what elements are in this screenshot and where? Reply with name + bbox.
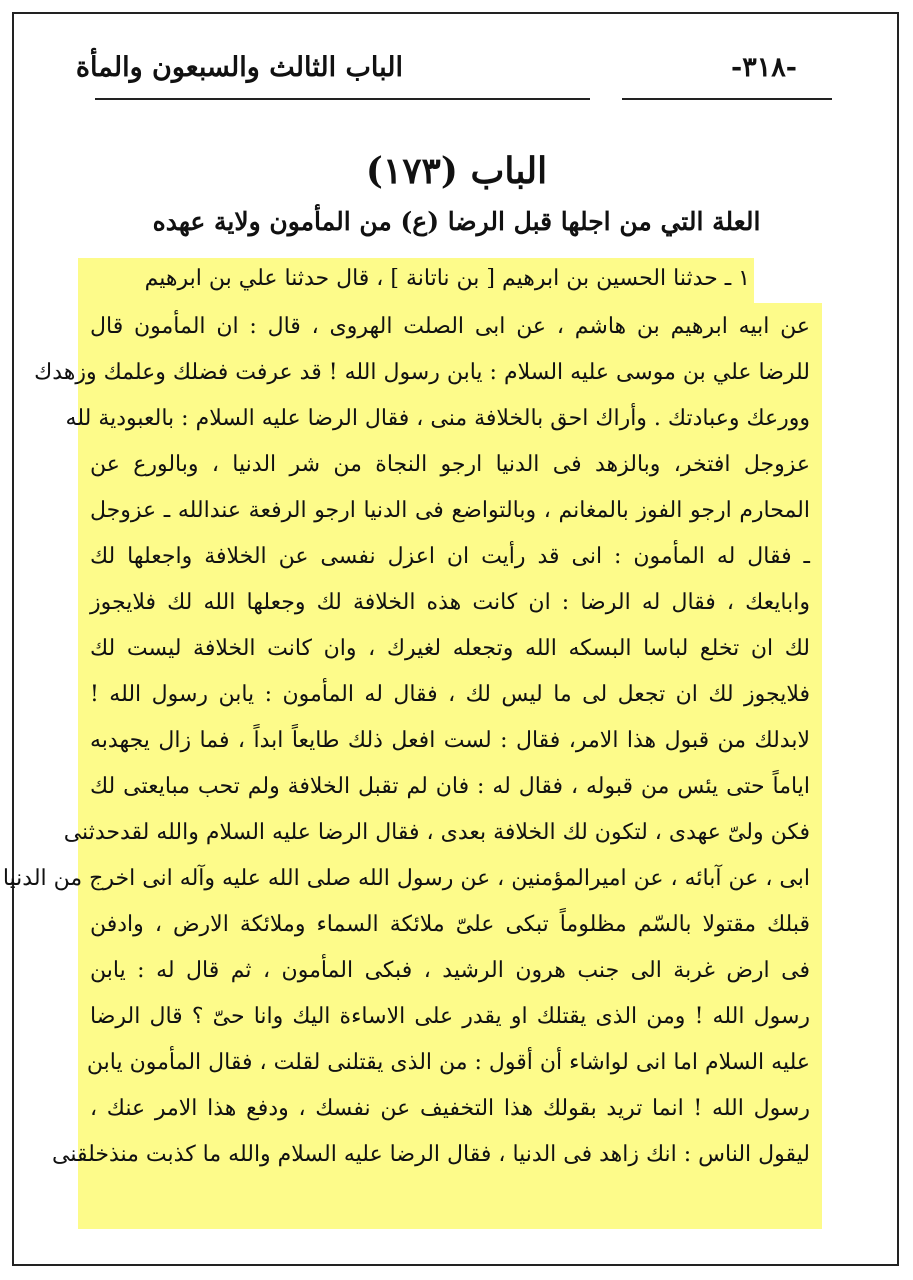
text-line[interactable]: وورعك وعبادتك . وأراك احق بالخلافة منى ، فقال الرضا عليه السلام : بالعبودية لله <box>65 406 810 431</box>
text-line[interactable]: وابايعك ، فقال له الرضا : ان كانت هذه الخلافة لك وجعلها الله لك فلايجوز <box>90 590 810 615</box>
highlight-body <box>2 303 822 1229</box>
text-line[interactable]: ابى ، عن آبائه ، عن اميرالمؤمنين ، عن رسول الله صلى الله عليه وآله انى اخرج من الدنيا <box>2 866 810 891</box>
text-line[interactable]: ١ ـ حدثنا الحسين بن ابرهيم [ بن ناتانة ] ، قال حدثنا علي بن ابرهيم <box>144 266 750 291</box>
text-line[interactable]: ـ فقال له المأمون : انى قد رأيت ان اعزل نفسى عن الخلافة واجعلها لك <box>90 544 810 569</box>
text-line[interactable]: فى ارض غربة الى جنب هرون الرشيد ، فبكى المأمون ، ثم قال له : يابن <box>90 958 810 983</box>
text-line[interactable]: قبلك مقتولا بالسّم مظلوماً تبكى علىّ ملائكة السماء وملائكة الارض ، وادفن <box>90 912 810 937</box>
text-line[interactable]: رسول الله ! ومن الذى يقتلك او يقدر على الاساءة اليك وانا حىّ ؟ قال الرضا <box>90 1004 810 1029</box>
text-line[interactable]: رسول الله ! انما تريد بقولك هذا التخفيف عن نفسك ، ودفع هذا الامر عنك ، <box>90 1096 810 1121</box>
text-line[interactable]: لك ان تخلع لباسا البسكه الله وتجعله لغيرك ، وان كانت الخلافة ليست لك <box>90 636 810 661</box>
page-number: -٣١٨- <box>731 52 797 83</box>
header-rule-right <box>622 98 832 100</box>
text-line[interactable]: المحارم ارجو الفوز بالمغانم ، وبالتواضع فى الدنيا ارجو الرفعة عندالله ـ عزوجل <box>90 498 810 523</box>
text-line[interactable]: للرضا علي بن موسى عليه السلام : يابن رسول الله ! قد عرفت فضلك وعلمك وزهدك <box>34 360 810 385</box>
running-header-title: الباب الثالث والسبعون والمأة <box>75 52 403 83</box>
text-line[interactable]: عليه السلام اما انى لواشاء أن أقول : من الذى يقتلنى لقلت ، فقال المأمون يابن <box>86 1050 810 1075</box>
text-line[interactable]: لابدلك من قبول هذا الامر، فقال : لست افعل ذلك طايعاً ابداً ، فما زال يجهدبه <box>90 728 810 753</box>
text-line[interactable]: اياماً حتى يئس من قبوله ، فقال له : فان لم تقبل الخلافة ولم تحب مبايعتى لك <box>90 774 810 799</box>
chapter-heading: الباب (١٧٣) <box>365 150 548 192</box>
text-line[interactable]: عن ابيه ابرهيم بن هاشم ، عن ابى الصلت الهروى ، قال : ان المأمون قال <box>90 314 810 339</box>
text-line[interactable]: فكن ولىّ عهدى ، لتكون لك الخلافة بعدى ، فقال الرضا عليه السلام والله لقدحدثنى <box>63 820 810 845</box>
header-rule-left <box>95 98 590 100</box>
text-line[interactable]: عزوجل افتخر، وبالزهد فى الدنيا ارجو النجاة من شر الدنيا ، وبالورع عن <box>90 452 810 477</box>
text-line[interactable]: ليقول الناس : انك زاهد فى الدنيا ، فقال الرضا عليه السلام والله ما كذبت منذخلقنى <box>51 1142 810 1167</box>
chapter-subtitle: العلة التي من اجلها قبل الرضا (ع) من المأمون ولاية عهده <box>152 207 761 236</box>
text-line[interactable]: فلايجوز لك ان تجعل لى ما ليس لك ، فقال له المأمون : يابن رسول الله ! <box>90 682 810 707</box>
